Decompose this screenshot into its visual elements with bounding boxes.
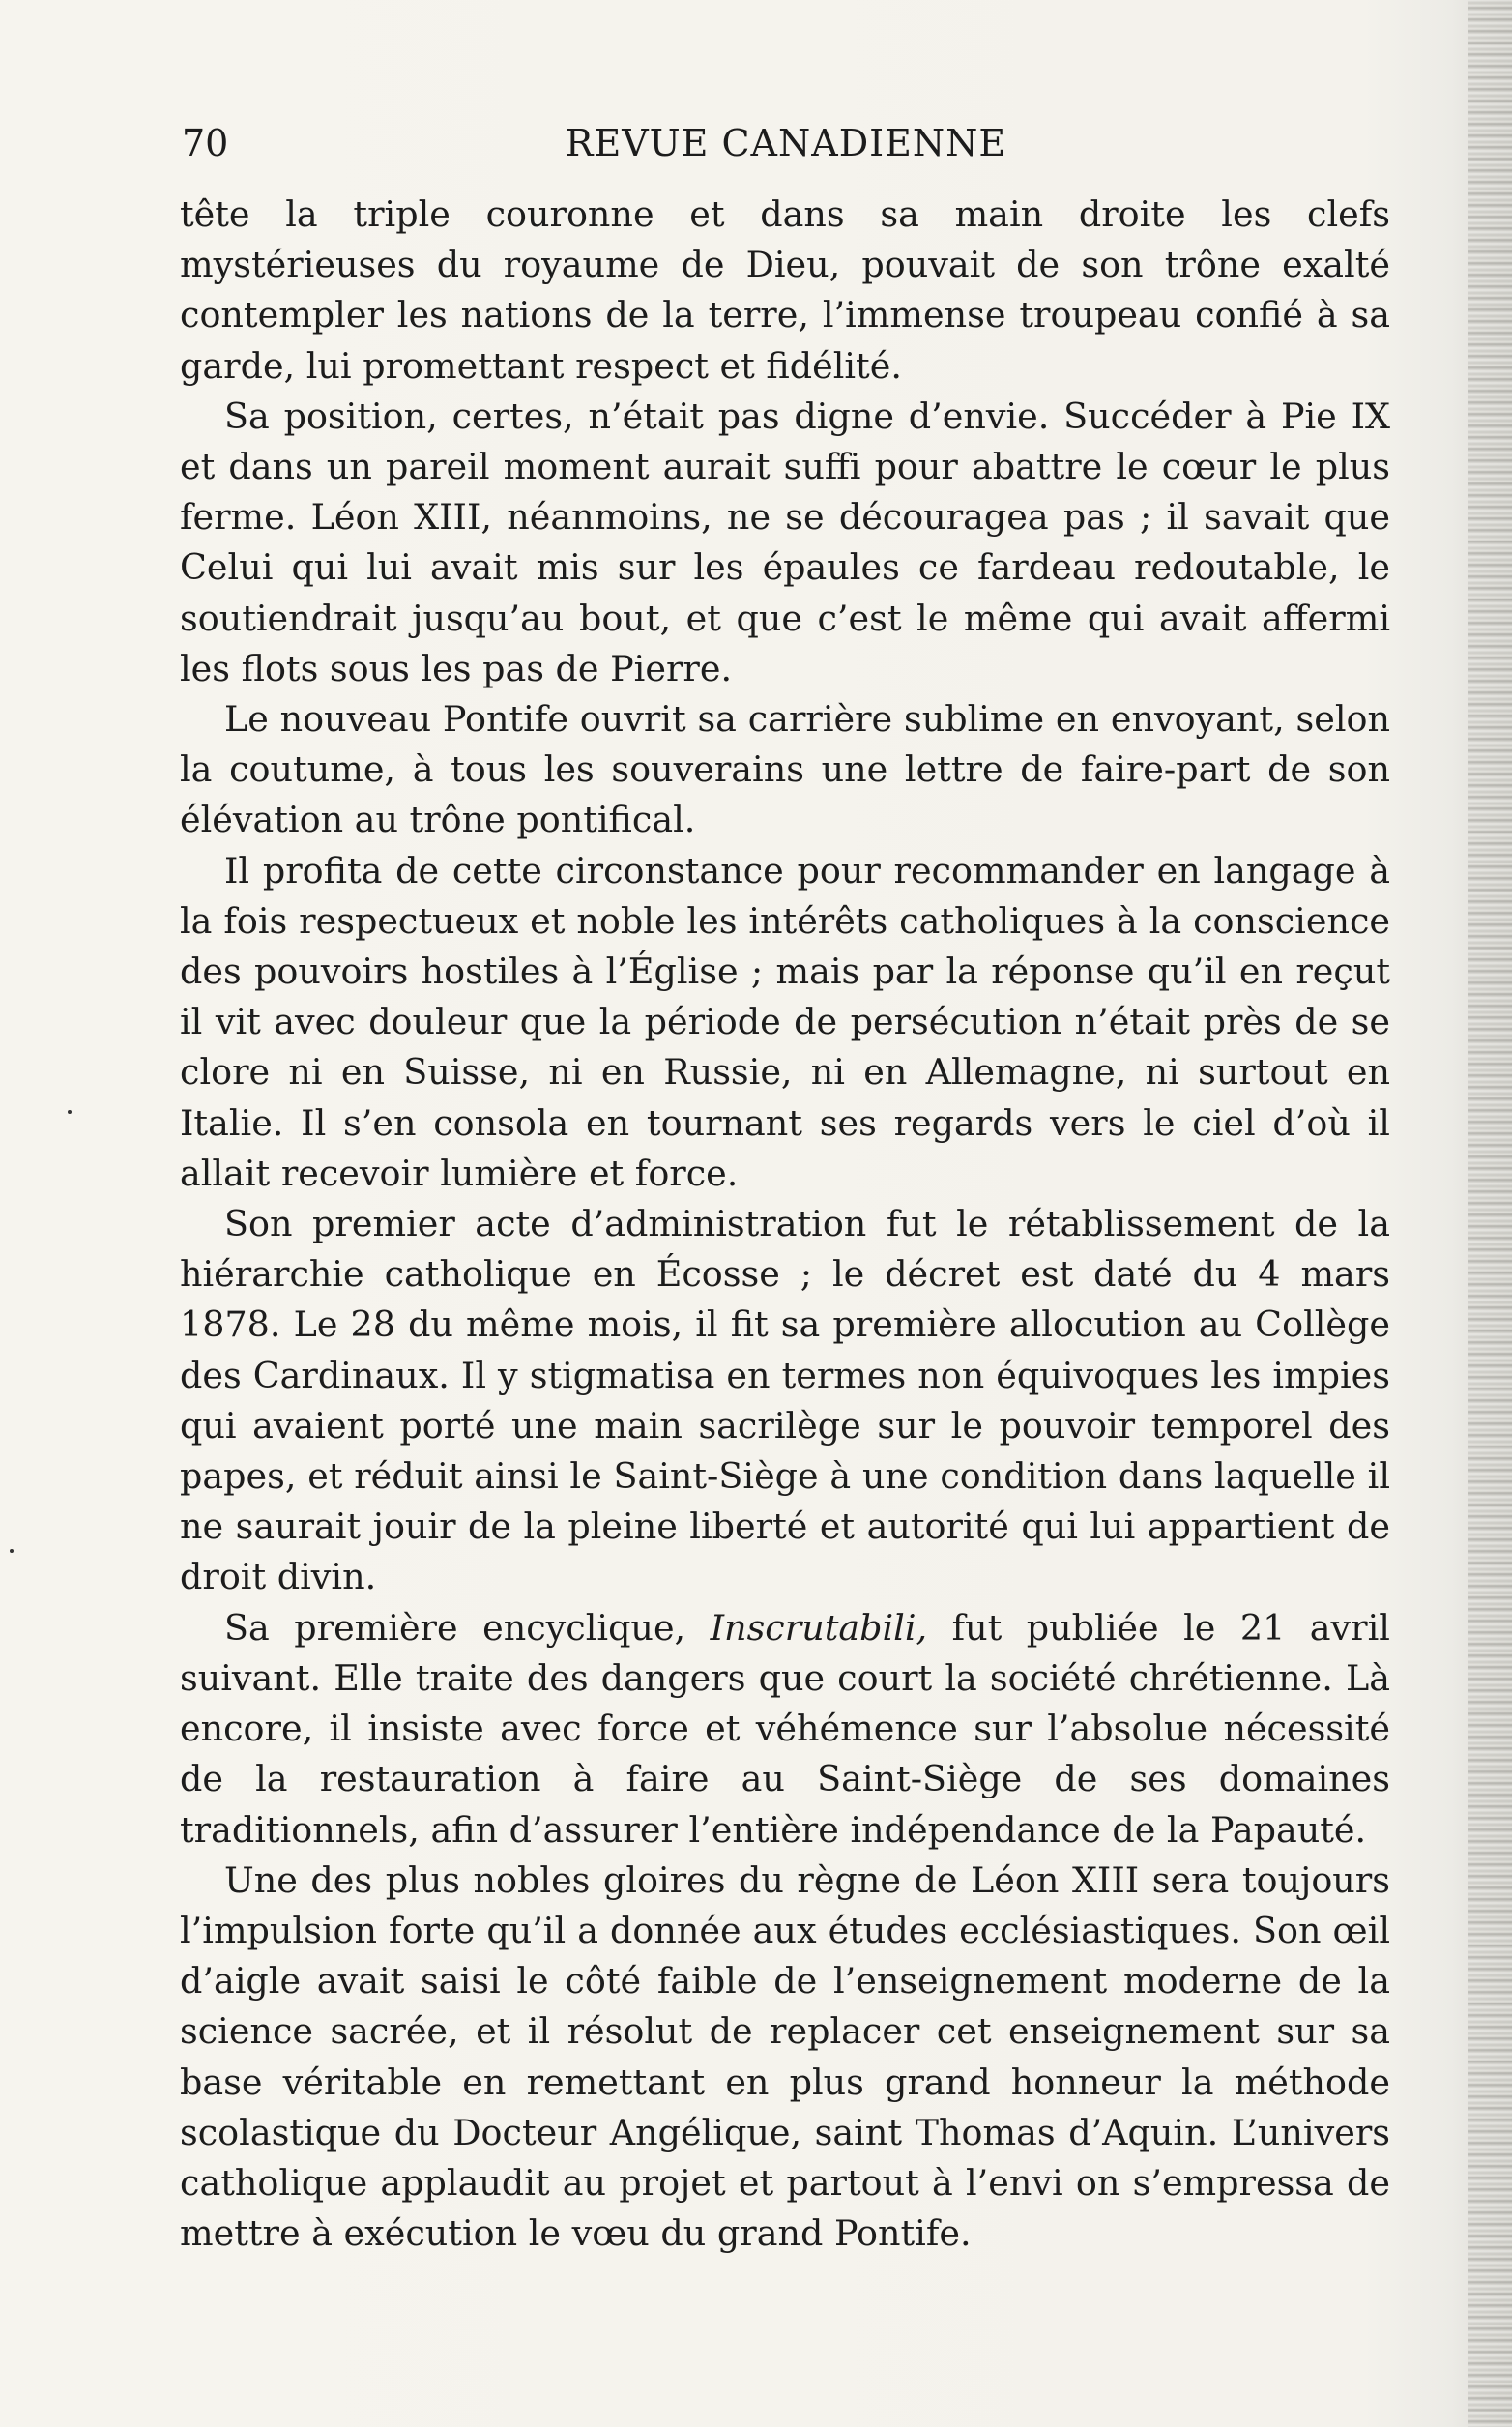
paragraph-7: Une des plus nobles gloires du règne de Léon XIII sera toujours l’impulsion forte qu’il a donnée aux études ecclésiastiques. Son œil d’aigle avait saisi le côté faible de l’enseignement moderne de la science sacrée, et il résolut de replacer cet enseignement sur sa base véritable en remettant en plus grand honneur la méthode scolastique du Docteur Angélique, saint Thomas d’Aquin. L’univers catholique applaudit au projet et partout à l’envi on s’empressa de mettre à exécution le vœu du grand Pontife. (180, 1858, 1390, 2255)
page-header (182, 114, 1390, 172)
print-speck (10, 1549, 14, 1553)
paragraph-6-lead: Sa première encyclique, (224, 1606, 711, 1649)
running-title: REVUE CANADIENNE (565, 122, 1007, 164)
encyclical-title: Inscrutabili, (710, 1606, 928, 1649)
paragraph-6-rest: fut publiée le 21 avril suivant. Elle traite des dangers que court la société chrétienne. Là encore, il insiste avec force et véhémence sur l’absolue nécessité de la restauration à faire au Saint-Siège de ses domaines traditionnels, afin d’assurer l’entière indépendance de la Papauté. (180, 1606, 1390, 1851)
paragraph-4: Il profita de cette circonstance pour recommander en langage à la fois respectueux et noble les intérêts catholiques à la conscience des pouvoirs hostiles à l’Église ; mais par la réponse qu’il en reçut il vit avec douleur que la période de persécution n’était près de se clore ni en Suisse, ni en Russie, ni en Allemagne, ni surtout en Italie. Il s’en consola en tournant ses regards vers le ciel d’où il allait recevoir lumière et force. (180, 849, 1390, 1194)
page-number: 70 (182, 122, 229, 164)
paragraph-5: Son premier acte d’administration fut le rétablissement de la hiérarchie catholique en Écosse ; le décret est daté du 4 mars 1878. Le 28 du même mois, il fit sa première allocution au Collège des Cardinaux. Il y stigmatisa en termes non équivoques les impies qui avaient porté une main sacrilège sur le pouvoir temporel des papes, et réduit ainsi le Saint-Siège à une condition dans laquelle il ne saurait jouir de la pleine liberté et autorité qui lui appartient de droit divin. (180, 1203, 1390, 1598)
paragraph-1: tête la triple couronne et dans sa main droite les clefs mystérieuses du royaume de Dieu, pouvait de son trône exalté contempler les nations de la terre, l’immense troupeau confié à sa garde, lui promettant respect et fidélité. (180, 193, 1390, 387)
page-edge (1468, 0, 1512, 2427)
print-speck (68, 1110, 72, 1114)
paragraph-3: Le nouveau Pontife ouvrit sa carrière sublime en envoyant, selon la coutume, à tous les souverains une lettre de faire-part de son élévation au trône pontifical. (180, 698, 1390, 841)
paragraph-6 (180, 1603, 1390, 1856)
paragraph-2: Sa position, certes, n’était pas digne d’envie. Succéder à Pie IX et dans un pareil moment aurait suffi pour abattre le cœur le plus ferme. Léon XIII, néanmoins, ne se découragea pas ; il savait que Celui qui lui avait mis sur les épaules ce fardeau redoutable, le soutiendrait jusqu’au bout, et que c’est le même qui avait affermi les flots sous les pas de Pierre. (180, 395, 1390, 689)
body-text (180, 190, 1390, 2259)
